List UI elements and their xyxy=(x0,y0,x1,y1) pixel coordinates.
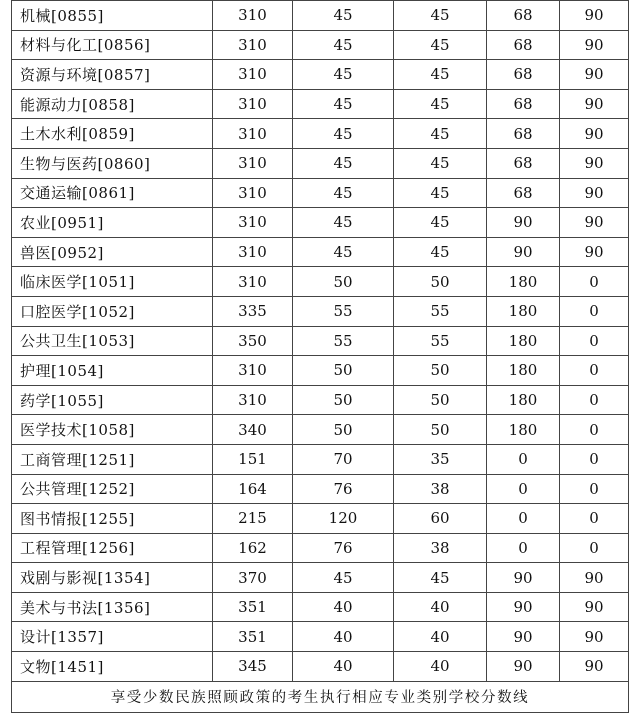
table-row xyxy=(12,267,629,297)
subject-3-score: 0 xyxy=(487,504,560,534)
table-row xyxy=(12,237,629,267)
total-score: 310 xyxy=(213,1,293,31)
subject-1-score: 45 xyxy=(293,148,394,178)
table-row xyxy=(12,89,629,119)
subject-1-score: 45 xyxy=(293,1,394,31)
subject-3-score: 90 xyxy=(487,237,560,267)
subject-3-score: 180 xyxy=(487,356,560,386)
footnote-row xyxy=(12,681,629,712)
subject-2-score: 38 xyxy=(394,474,487,504)
table-row xyxy=(12,622,629,652)
subject-4-score: 0 xyxy=(560,474,629,504)
subject-3-score: 68 xyxy=(487,148,560,178)
subject-4-score: 90 xyxy=(560,237,629,267)
table-row xyxy=(12,178,629,208)
major-name: 工程管理[1256] xyxy=(12,533,213,563)
major-name: 兽医[0952] xyxy=(12,237,213,267)
subject-4-score: 90 xyxy=(560,148,629,178)
total-score: 370 xyxy=(213,563,293,593)
major-name: 护理[1054] xyxy=(12,356,213,386)
major-name: 图书情报[1255] xyxy=(12,504,213,534)
major-name: 药学[1055] xyxy=(12,385,213,415)
subject-4-score: 0 xyxy=(560,385,629,415)
subject-3-score: 90 xyxy=(487,592,560,622)
subject-1-score: 45 xyxy=(293,178,394,208)
subject-3-score: 180 xyxy=(487,267,560,297)
table-row xyxy=(12,148,629,178)
subject-1-score: 50 xyxy=(293,267,394,297)
table-row xyxy=(12,592,629,622)
score-table-body xyxy=(12,1,629,713)
subject-2-score: 50 xyxy=(394,415,487,445)
subject-1-score: 45 xyxy=(293,208,394,238)
subject-1-score: 55 xyxy=(293,296,394,326)
major-name: 公共卫生[1053] xyxy=(12,326,213,356)
subject-4-score: 90 xyxy=(560,563,629,593)
subject-2-score: 40 xyxy=(394,622,487,652)
subject-4-score: 90 xyxy=(560,652,629,682)
subject-2-score: 40 xyxy=(394,592,487,622)
subject-2-score: 45 xyxy=(394,563,487,593)
subject-3-score: 68 xyxy=(487,30,560,60)
total-score: 345 xyxy=(213,652,293,682)
subject-3-score: 180 xyxy=(487,415,560,445)
subject-3-score: 68 xyxy=(487,89,560,119)
table-row xyxy=(12,1,629,31)
major-name: 材料与化工[0856] xyxy=(12,30,213,60)
total-score: 215 xyxy=(213,504,293,534)
subject-3-score: 180 xyxy=(487,385,560,415)
subject-4-score: 90 xyxy=(560,60,629,90)
table-row xyxy=(12,415,629,445)
subject-1-score: 40 xyxy=(293,592,394,622)
major-name: 生物与医药[0860] xyxy=(12,148,213,178)
subject-3-score: 68 xyxy=(487,178,560,208)
subject-3-score: 90 xyxy=(487,563,560,593)
total-score: 310 xyxy=(213,89,293,119)
subject-1-score: 45 xyxy=(293,563,394,593)
subject-4-score: 0 xyxy=(560,356,629,386)
subject-2-score: 40 xyxy=(394,652,487,682)
subject-2-score: 45 xyxy=(394,89,487,119)
major-name: 美术与书法[1356] xyxy=(12,592,213,622)
subject-2-score: 45 xyxy=(394,148,487,178)
subject-3-score: 68 xyxy=(487,60,560,90)
table-row xyxy=(12,296,629,326)
subject-4-score: 90 xyxy=(560,622,629,652)
subject-1-score: 50 xyxy=(293,356,394,386)
subject-2-score: 45 xyxy=(394,119,487,149)
subject-1-score: 76 xyxy=(293,533,394,563)
table-row xyxy=(12,356,629,386)
table-row xyxy=(12,60,629,90)
major-name: 工商管理[1251] xyxy=(12,444,213,474)
major-name: 设计[1357] xyxy=(12,622,213,652)
subject-1-score: 45 xyxy=(293,89,394,119)
total-score: 350 xyxy=(213,326,293,356)
subject-3-score: 0 xyxy=(487,474,560,504)
subject-4-score: 90 xyxy=(560,89,629,119)
major-name: 口腔医学[1052] xyxy=(12,296,213,326)
total-score: 351 xyxy=(213,592,293,622)
subject-4-score: 90 xyxy=(560,1,629,31)
subject-2-score: 45 xyxy=(394,1,487,31)
total-score: 151 xyxy=(213,444,293,474)
major-name: 农业[0951] xyxy=(12,208,213,238)
total-score: 310 xyxy=(213,30,293,60)
subject-3-score: 0 xyxy=(487,533,560,563)
major-name: 机械[0855] xyxy=(12,1,213,31)
subject-4-score: 0 xyxy=(560,444,629,474)
total-score: 310 xyxy=(213,119,293,149)
subject-3-score: 90 xyxy=(487,208,560,238)
total-score: 310 xyxy=(213,60,293,90)
footnote: 享受少数民族照顾政策的考生执行相应专业类别学校分数线 xyxy=(12,681,629,712)
subject-3-score: 90 xyxy=(487,622,560,652)
subject-4-score: 0 xyxy=(560,533,629,563)
table-row xyxy=(12,385,629,415)
table-row xyxy=(12,119,629,149)
subject-4-score: 90 xyxy=(560,30,629,60)
subject-1-score: 45 xyxy=(293,30,394,60)
subject-4-score: 0 xyxy=(560,415,629,445)
table-row xyxy=(12,474,629,504)
subject-3-score: 68 xyxy=(487,1,560,31)
subject-2-score: 45 xyxy=(394,30,487,60)
table-row xyxy=(12,533,629,563)
table-row xyxy=(12,652,629,682)
subject-2-score: 45 xyxy=(394,208,487,238)
subject-4-score: 0 xyxy=(560,326,629,356)
total-score: 310 xyxy=(213,148,293,178)
subject-4-score: 0 xyxy=(560,504,629,534)
total-score: 340 xyxy=(213,415,293,445)
major-name: 文物[1451] xyxy=(12,652,213,682)
major-name: 公共管理[1252] xyxy=(12,474,213,504)
subject-1-score: 40 xyxy=(293,652,394,682)
subject-1-score: 76 xyxy=(293,474,394,504)
major-name: 资源与环境[0857] xyxy=(12,60,213,90)
subject-3-score: 0 xyxy=(487,444,560,474)
subject-1-score: 70 xyxy=(293,444,394,474)
subject-2-score: 35 xyxy=(394,444,487,474)
table-row xyxy=(12,208,629,238)
subject-4-score: 90 xyxy=(560,208,629,238)
subject-3-score: 68 xyxy=(487,119,560,149)
table-row xyxy=(12,30,629,60)
subject-2-score: 50 xyxy=(394,267,487,297)
subject-1-score: 45 xyxy=(293,60,394,90)
subject-2-score: 60 xyxy=(394,504,487,534)
subject-2-score: 55 xyxy=(394,296,487,326)
major-name: 医学技术[1058] xyxy=(12,415,213,445)
subject-4-score: 0 xyxy=(560,296,629,326)
major-name: 临床医学[1051] xyxy=(12,267,213,297)
subject-1-score: 45 xyxy=(293,119,394,149)
total-score: 310 xyxy=(213,208,293,238)
table-row xyxy=(12,563,629,593)
subject-1-score: 50 xyxy=(293,415,394,445)
table-row xyxy=(12,326,629,356)
major-name: 交通运输[0861] xyxy=(12,178,213,208)
subject-4-score: 90 xyxy=(560,178,629,208)
table-row xyxy=(12,504,629,534)
total-score: 310 xyxy=(213,385,293,415)
subject-4-score: 0 xyxy=(560,267,629,297)
subject-4-score: 90 xyxy=(560,119,629,149)
score-table xyxy=(11,0,629,713)
total-score: 162 xyxy=(213,533,293,563)
total-score: 351 xyxy=(213,622,293,652)
subject-2-score: 38 xyxy=(394,533,487,563)
subject-4-score: 90 xyxy=(560,592,629,622)
total-score: 310 xyxy=(213,237,293,267)
subject-3-score: 90 xyxy=(487,652,560,682)
subject-1-score: 120 xyxy=(293,504,394,534)
table-row xyxy=(12,444,629,474)
subject-1-score: 40 xyxy=(293,622,394,652)
major-name: 土木水利[0859] xyxy=(12,119,213,149)
subject-2-score: 45 xyxy=(394,60,487,90)
total-score: 310 xyxy=(213,356,293,386)
subject-2-score: 45 xyxy=(394,178,487,208)
subject-2-score: 55 xyxy=(394,326,487,356)
subject-1-score: 45 xyxy=(293,237,394,267)
subject-3-score: 180 xyxy=(487,296,560,326)
subject-3-score: 180 xyxy=(487,326,560,356)
major-name: 戏剧与影视[1354] xyxy=(12,563,213,593)
subject-2-score: 50 xyxy=(394,385,487,415)
score-table-page xyxy=(11,0,628,713)
total-score: 335 xyxy=(213,296,293,326)
total-score: 164 xyxy=(213,474,293,504)
major-name: 能源动力[0858] xyxy=(12,89,213,119)
subject-2-score: 45 xyxy=(394,237,487,267)
subject-2-score: 50 xyxy=(394,356,487,386)
total-score: 310 xyxy=(213,267,293,297)
total-score: 310 xyxy=(213,178,293,208)
subject-1-score: 55 xyxy=(293,326,394,356)
subject-1-score: 50 xyxy=(293,385,394,415)
